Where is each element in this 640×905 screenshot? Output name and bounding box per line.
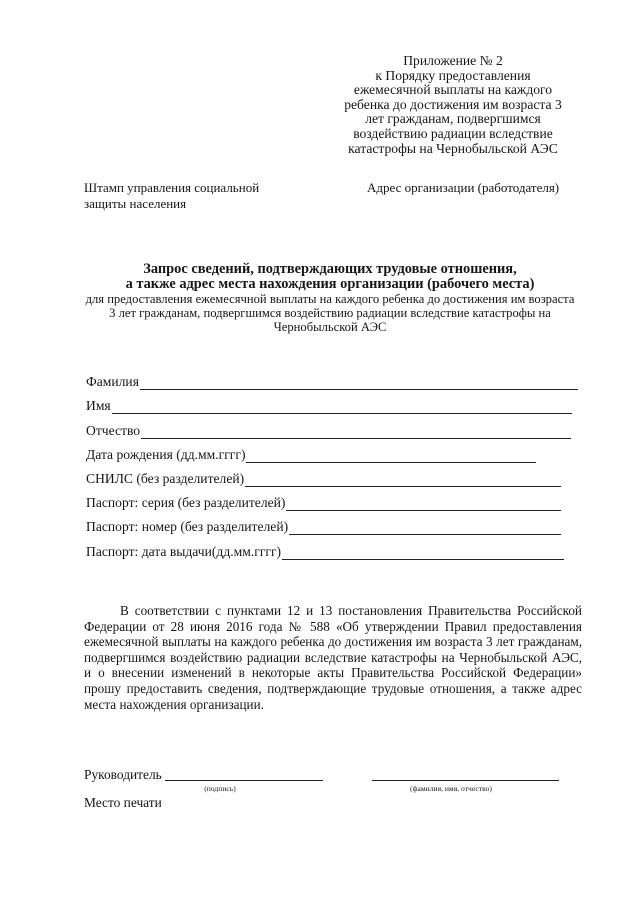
passport-series-field[interactable] [86,493,561,511]
title-line: а также адрес места нахождения организации (рабочего места) [125,276,535,292]
field-label: Паспорт: серия (без разделителей) [86,495,286,510]
subtitle-line: для предоставления ежемесячной выплаты на каждого ребенка до достижения им возраста [85,292,575,306]
field-label: Дата рождения (дд.мм.гггг) [86,447,246,462]
field-label: Паспорт: номер (без разделителей) [86,519,289,534]
surname-input-line[interactable] [140,376,578,390]
appendix-block [318,54,588,156]
snils-field[interactable] [86,469,561,487]
passport-issue-date-field[interactable] [86,542,564,560]
surname-field[interactable] [86,372,578,390]
field-label: Имя [86,398,111,413]
subtitle-line: 3 лет гражданам, подвергшимся воздействию радиации вследствие катастрофы на [109,305,551,320]
field-label: Отчество [86,423,141,438]
subtitle-line: Чернобыльской АЭС [273,319,387,334]
signature-line[interactable] [165,780,323,781]
birth-date-input-line[interactable] [246,449,536,463]
request-paragraph: В соответствии с пунктами 12 и 13 постановления Правительства Российской Федерации от 28 июня 2016 года № 588 «Об утверждении Правил предоставления ежемесячной выплаты на каждого ребенка до достижения им возраста 3 лет гражданам, подвергшимся воздействию радиации вследствие катастрофы на Чернобыльской АЭС, и о внесении изменений в некоторые акты Правительства Российской Федерации» прошу предоставить сведения, подтверждающие трудовые отношения, а также адрес места нахождения организации. [84,603,582,712]
first-name-input-line[interactable] [112,400,572,414]
field-label: Фамилия [86,374,139,389]
patronymic-input-line[interactable] [141,425,571,439]
appendix-line: ребенка до достижения им возраста 3 [344,96,562,112]
seal-place-label: Место печати [84,795,162,810]
passport-number-input-line[interactable] [289,521,561,535]
appendix-line: лет гражданам, подвергшимся [365,111,541,127]
full-name-caption: (фамилия, имя, отчество) [410,784,492,793]
full-name-line[interactable] [372,780,559,781]
head-label: Руководитель [84,767,162,782]
passport-number-field[interactable] [86,517,561,535]
birth-date-field[interactable] [86,445,536,463]
snils-input-line[interactable] [245,473,561,487]
document-subtitle [70,293,590,334]
passport-issue-date-input-line[interactable] [282,546,564,560]
document-title [70,262,590,292]
appendix-line: Приложение № 2 [403,53,503,68]
title-line: Запрос сведений, подтверждающих трудовые отношения, [143,261,517,277]
signature-caption: (подпись) [204,784,236,793]
employer-address-label: Адрес организации (работодателя) [367,180,560,195]
stamp-block [84,180,259,211]
stamp-line: защиты населения [84,195,187,211]
field-label: СНИЛС (без разделителей) [86,471,245,486]
appendix-line: катастрофы на Чернобыльской АЭС [348,140,558,156]
field-label: Паспорт: дата выдачи(дд.мм.гггг) [86,544,282,559]
patronymic-field[interactable] [86,421,571,439]
passport-series-input-line[interactable] [286,497,561,511]
appendix-line: ежемесячной выплаты на каждого [353,82,553,98]
first-name-field[interactable] [86,396,572,414]
appendix-line: воздействию радиации вследствие [353,125,553,141]
appendix-line: к Порядку предоставления [375,67,531,83]
stamp-line: Штамп управления социальной [84,180,260,195]
